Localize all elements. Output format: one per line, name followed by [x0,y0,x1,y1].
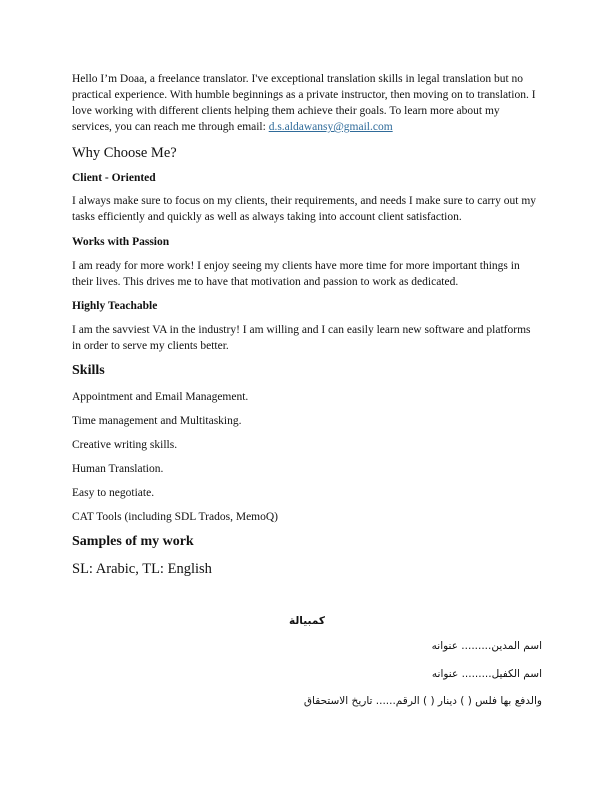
skill-item: CAT Tools (including SDL Trados, MemoQ) [72,511,279,523]
arabic-sample-title: كمبيالة [289,615,325,627]
samples-heading: Samples of my work [72,534,194,549]
skill-item: Human Translation. [72,463,164,475]
intro-paragraph [72,71,542,135]
paragraph-highly-teachable: I am the savviest VA in the industry! I am willing and I can easily learn new software and platforms in order to serve my clients better. [72,324,531,352]
arabic-sample-line: اسم الكفيل......... عنوانه [431,668,542,680]
why-choose-me-heading: Why Choose Me? [72,145,177,161]
skill-item: Time management and Multitasking. [72,415,242,427]
skills-heading: Skills [72,363,105,378]
paragraph-works-with-passion: I am ready for more work! I enjoy seeing my clients have more time for more important things in their lives. This drives me to have that motivation and passion to work as dedicated. [72,260,520,288]
intro-text: Hello I’m Doaa, a freelance translator. I've exceptional translation skills in legal translation but no practical experience. With humble beginnings as a private instructor, then moving on to translation. I love working with different clients helping them achieve their goals. To learn more about my services, you can reach me through email: [72,73,536,133]
skill-item: Appointment and Email Management. [72,391,249,403]
skill-item: Creative writing skills. [72,439,178,451]
language-pair: SL: Arabic, TL: English [72,561,212,577]
subheading-works-with-passion: Works with Passion [72,236,170,248]
subheading-highly-teachable: Highly Teachable [72,300,158,312]
skill-item: Easy to negotiate. [72,487,155,499]
arabic-sample-line: اسم المدين......... عنوانه [431,640,542,652]
arabic-sample-line: والدفع بها فلس ( ) دينار ( ) الرقم...... تاريخ الاستحقاق [303,695,542,707]
paragraph-client-oriented: I always make sure to focus on my clients, their requirements, and needs I make sure to carry out my tasks efficiently and quickly as well as always taking into account client satisfaction. [72,195,537,223]
email-link[interactable]: d.s.aldawansy@gmail.com [268,121,393,133]
subheading-client-oriented: Client - Oriented [72,172,156,184]
